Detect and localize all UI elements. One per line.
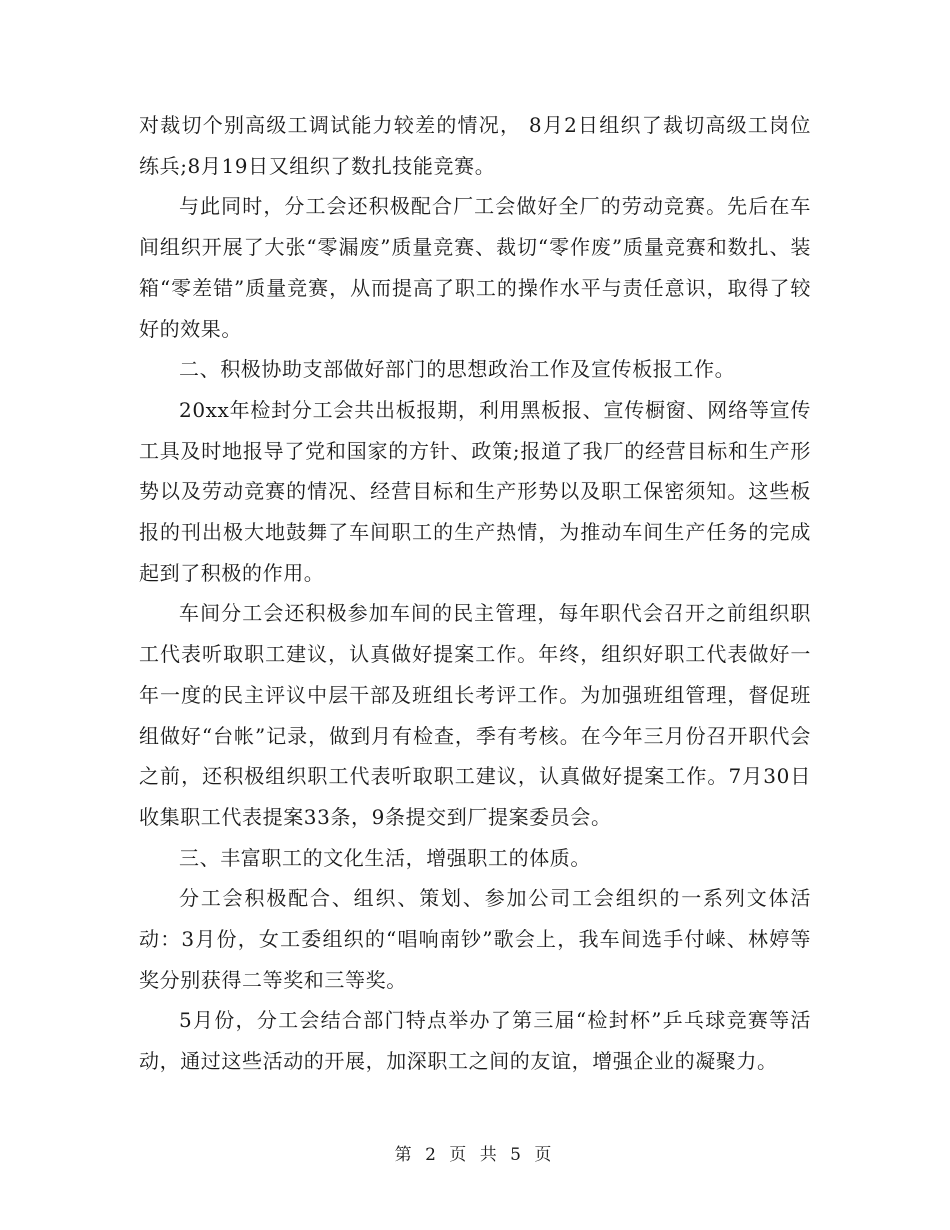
section-heading-two: 二、积极协助支部做好部门的思想政治工作及宣传板报工作。: [179, 357, 736, 382]
paragraph-democratic-management: 车间分工会还积极参加车间的民主管理，每年职代会召开之前组织职工代表听取职工建议，认真做好提案工作。年终，组织好职工代表做好一年一度的民主评议中层干部及班组长考评工作。为加强班组管理，督促班组做好“台帐”记录，做到月有检查，季有考核。在今年三月份召开职代会之前，还积极组织职工代表听取职工建议，认真做好提案工作。7月30日收集职工代表提案33条，9条提交到厂提案委员会。: [139, 601, 811, 829]
paragraph-labor-competition: 与此同时，分工会还积极配合厂工会做好全厂的劳动竞赛。先后在车间组织开展了大张“零漏废”质量竞赛、裁切“零作废”质量竞赛和数扎、装箱“零差错”质量竞赛，从而提高了职工的操作水平与责任意识，取得了较好的效果。: [139, 194, 811, 341]
page-number-footer: 第 2 页 共 5 页: [394, 1145, 556, 1165]
section-heading-three: 三、丰富职工的文化生活，增强职工的体质。: [179, 845, 591, 870]
paragraph-continuation: 对裁切个别高级工调试能力较差的情况， 8月2日组织了裁切高级工岗位练兵;8月19日又组织了数扎技能竞赛。: [139, 113, 811, 178]
paragraph-table-tennis: 5月份，分工会结合部门特点举办了第三届“检封杯”乒乓球竞赛等活动，通过这些活动的开展，加深职工之间的友谊，增强企业的凝聚力。: [139, 1008, 811, 1074]
document-body: [139, 105, 811, 1082]
paragraph-cultural-activities: 分工会积极配合、组织、策划、参加公司工会组织的一系列文体活动：3月份，女工委组织的“唱响南钞”歌会上，我车间选手付崃、林婷等奖分别获得二等奖和三等奖。: [139, 886, 811, 992]
paragraph-blackboard-report: 20xx年检封分工会共出板报期，利用黑板报、宣传橱窗、网络等宣传工具及时地报导了党和国家的方针、政策;报道了我厂的经营目标和生产形势以及劳动竞赛的情况、经营目标和生产形势以及职工保密须知。这些板报的刊出极大地鼓舞了车间职工的生产热情，为推动车间生产任务的完成起到了积极的作用。: [139, 397, 811, 585]
